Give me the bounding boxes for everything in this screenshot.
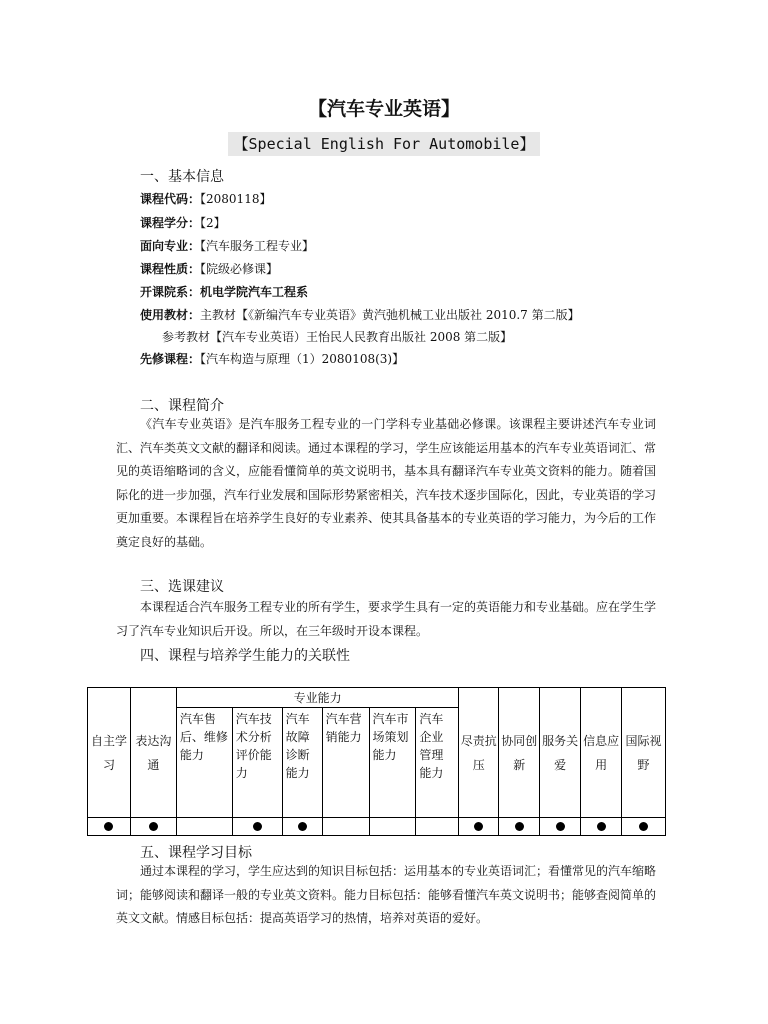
professional-capability-group-header: 专业能力 — [176, 688, 459, 708]
target-major-row — [140, 237, 314, 254]
capability-mark-cell — [459, 818, 499, 836]
course-nature-row — [140, 260, 278, 277]
target-major-label: 面向专业： — [140, 239, 201, 253]
course-code-value: 【2080118】 — [200, 192, 272, 206]
capability-subheader-cell: 汽车企业管理能力 — [416, 708, 459, 818]
prerequisite-value: 【汽车构造与原理（1）2080108(3)】 — [200, 352, 405, 366]
course-nature-label: 课程性质： — [140, 262, 201, 276]
capability-table — [87, 687, 666, 836]
capability-mark-cell — [581, 818, 622, 836]
filled-circle-mark-icon — [474, 822, 483, 831]
course-intro-paragraph: 《汽车专业英语》是汽车服务工程专业的一门学科专业基础必修课。该课程主要讲述汽车专业词汇、汽车类英文文献的翻译和阅读。通过本课程的学习，学生应该能运用基本的汽车专业英语词汇、常见的英语缩略词的含义，应能看懂简单的英文说明书，基本具有翻译汽车专业英文资料的能力。随着国际化的进一步加强，汽车行业发展和国际形势紧密相关，汽车技术逐步国际化，因此，专业英语的学习更加重要。本课程旨在培养学生良好的专业素养、使其具备基本的专业英语的学习能力，为今后的工作奠定良好的基础。 — [116, 417, 657, 549]
course-credit-row — [140, 214, 226, 231]
capability-header-cell: 协同创新 — [499, 688, 540, 818]
course-code-label: 课程代码： — [140, 192, 201, 206]
department-row — [140, 283, 308, 300]
department-value: 机电学院汽车工程系 — [200, 285, 309, 299]
capability-mark-cell — [540, 818, 581, 836]
capability-subheader-cell: 汽车售后、维修能力 — [176, 708, 232, 818]
filled-circle-mark-icon — [253, 822, 262, 831]
capability-subheader-cell: 汽车市场策划能力 — [369, 708, 416, 818]
learning-goals-paragraph: 通过本课程的学习，学生应达到的知识目标包括：运用基本的专业英语词汇；看懂常见的汽车缩略词；能够阅读和翻译一般的专业英文资料。能力目标包括：能够看懂汽车英文说明书；能够查阅简单的英文文献。情感目标包括：提高英语学习的热情，培养对英语的爱好。 — [116, 864, 657, 925]
filled-circle-mark-icon — [298, 822, 307, 831]
capability-subheader-cell: 汽车营销能力 — [322, 708, 369, 818]
section-heading-capability-relation: 四、课程与培养学生能力的关联性 — [140, 648, 350, 664]
capability-subheader-cell: 汽车故障诊断能力 — [282, 708, 322, 818]
document-title: 【汽车专业英语】 — [307, 98, 460, 120]
capability-mark-cell — [499, 818, 540, 836]
document-subtitle: 【Special English For Automobile】 — [228, 132, 540, 156]
capability-mark-cell — [88, 818, 131, 836]
section-heading-selection-advice: 三、选课建议 — [140, 579, 224, 595]
capability-header-cell: 服务关爱 — [540, 688, 581, 818]
filled-circle-mark-icon — [556, 822, 565, 831]
capability-header-cell: 国际视野 — [622, 688, 666, 818]
section-heading-basic-info: 一、基本信息 — [140, 169, 224, 185]
reference-textbook-row: 参考教材【汽车专业英语）王怡民人民教育出版社 2008 第二版】 — [162, 330, 513, 344]
capability-header-cell: 信息应用 — [581, 688, 622, 818]
capability-mark-cell — [232, 818, 282, 836]
capability-mark-cell — [282, 818, 322, 836]
filled-circle-mark-icon — [639, 822, 648, 831]
capability-mark-cell — [130, 818, 176, 836]
section-heading-course-intro: 二、课程简介 — [140, 398, 224, 414]
target-major-value: 【汽车服务工程专业】 — [200, 239, 315, 253]
department-label: 开课院系： — [140, 285, 201, 299]
course-credit-value: 【2】 — [200, 216, 226, 230]
capability-mark-cell — [416, 818, 459, 836]
capability-mark-cell — [369, 818, 416, 836]
prerequisite-label: 先修课程： — [140, 352, 201, 366]
capability-mark-cell — [176, 818, 232, 836]
textbook-row — [140, 306, 580, 323]
capability-mark-cell — [622, 818, 666, 836]
section-heading-learning-goals: 五、课程学习目标 — [140, 845, 252, 861]
course-nature-value: 【院级必修课】 — [200, 262, 279, 276]
filled-circle-mark-icon — [104, 822, 113, 831]
capability-mark-cell — [322, 818, 369, 836]
filled-circle-mark-icon — [597, 822, 606, 831]
capability-mark-row — [88, 818, 666, 836]
filled-circle-mark-icon — [149, 822, 158, 831]
course-credit-label: 课程学分： — [140, 216, 201, 230]
capability-subheader-cell: 汽车技术分析评价能力 — [232, 708, 282, 818]
capability-header-cell: 表达沟通 — [130, 688, 176, 818]
selection-advice-paragraph: 本课程适合汽车服务工程专业的所有学生，要求学生具有一定的英语能力和专业基础。应在学生学习了汽车专业知识后开设。所以，在三年级时开设本课程。 — [116, 600, 657, 638]
prerequisite-row — [140, 350, 404, 367]
course-code-row — [140, 190, 271, 207]
filled-circle-mark-icon — [515, 822, 524, 831]
textbook-label: 使用教材： — [140, 308, 201, 322]
capability-header-cell: 尽责抗压 — [459, 688, 499, 818]
textbook-value: 主教材【《新编汽车专业英语》黄汽弛机械工业出版社 2010.7 第二版】 — [200, 308, 580, 322]
capability-header-cell: 自主学习 — [88, 688, 131, 818]
